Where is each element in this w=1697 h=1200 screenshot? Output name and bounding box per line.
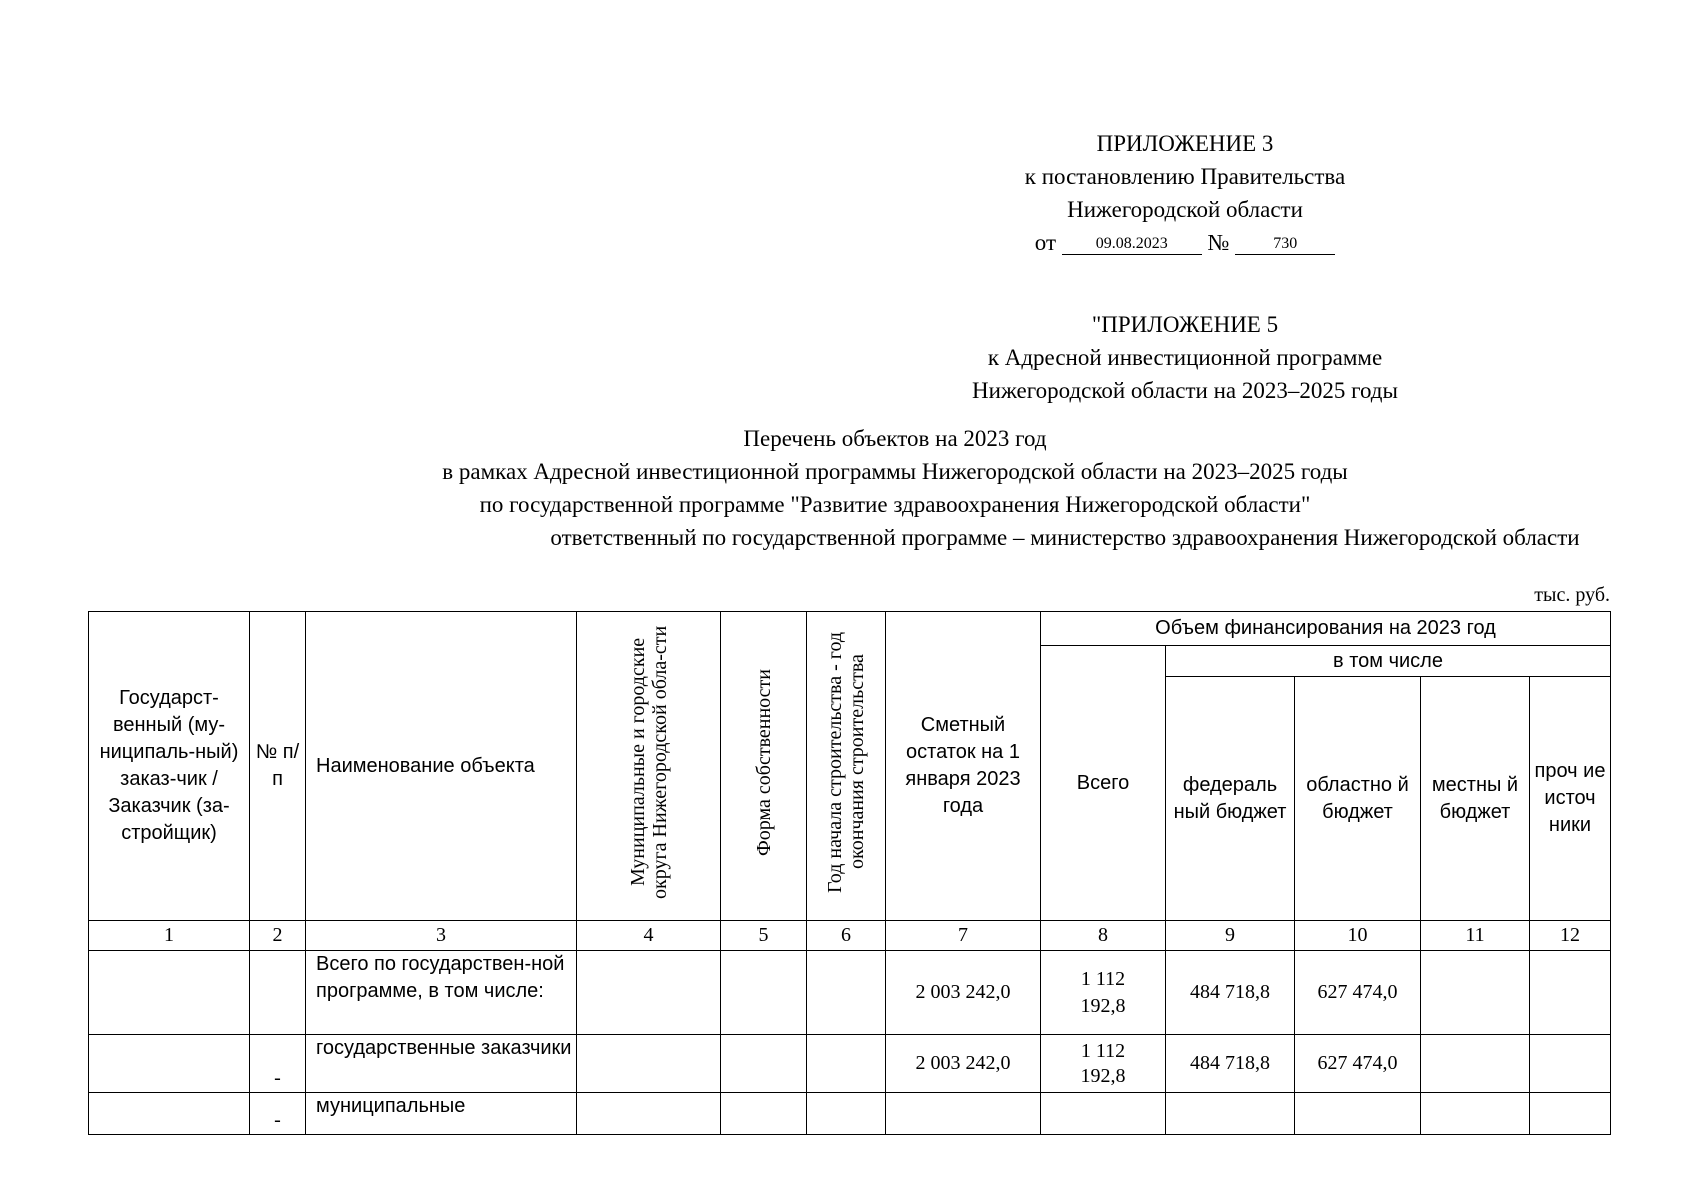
cell-districts [577, 1093, 721, 1135]
cell-years [807, 1093, 886, 1135]
cell-no: - [250, 1093, 306, 1135]
units-label: тыс. руб. [1534, 584, 1610, 606]
header-name: Наименование объекта [306, 612, 577, 921]
appendix-5-line-2: Нижегородской области на 2023–2025 годы [972, 378, 1398, 403]
cell-name: Всего по государствен-ной программе, в том числе: [306, 951, 577, 1035]
cell-total: 1 112 192,8 [1041, 951, 1166, 1035]
title-line-2: в рамках Адресной инвестиционной программы Нижегородской области на 2023–2025 годы [442, 459, 1348, 484]
cell-regional [1295, 1093, 1421, 1135]
header-local: местны й бюджет [1421, 677, 1530, 921]
header-districts-text: Муниципальные и городские округа Нижегородской обла-сти [626, 625, 671, 899]
column-number: 6 [807, 921, 886, 951]
header-including: в том числе [1166, 646, 1611, 677]
date-prefix: от [1034, 230, 1057, 255]
column-numbers-row [89, 921, 1611, 951]
cell-federal [1166, 1093, 1295, 1135]
cell-total [1041, 1093, 1166, 1135]
header-no: № п/п [250, 612, 306, 921]
cell-federal: 484 718,8 [1166, 1035, 1295, 1093]
cell-estimate [886, 1093, 1041, 1135]
header-other: проч ие источ ники [1530, 677, 1611, 921]
column-number: 3 [306, 921, 577, 951]
column-number: 11 [1421, 921, 1530, 951]
appendix-3-title: ПРИЛОЖЕНИЕ 3 [1096, 131, 1274, 156]
cell-other [1530, 951, 1611, 1035]
cell-districts [577, 951, 721, 1035]
cell-ownership [721, 951, 807, 1035]
cell-ownership [721, 1093, 807, 1135]
header-customer: Государст-венный (му-ниципаль-ный) заказ-чик / Заказчик (за-стройщик) [89, 612, 250, 921]
cell-other [1530, 1035, 1611, 1093]
cell-estimate: 2 003 242,0 [886, 1035, 1041, 1093]
cell-customer [89, 1093, 250, 1135]
header-years [807, 612, 886, 921]
column-number: 12 [1530, 921, 1611, 951]
cell-name: муниципальные [306, 1093, 577, 1135]
cell-local [1421, 1093, 1530, 1135]
table-row [89, 1035, 1611, 1093]
cell-customer [89, 951, 250, 1035]
column-number: 10 [1295, 921, 1421, 951]
appendix-3-header [960, 127, 1410, 259]
cell-name: государственные заказчики [306, 1035, 577, 1093]
objects-table [88, 611, 1611, 1135]
cell-other [1530, 1093, 1611, 1135]
appendix-5-line-1: к Адресной инвестиционной программе [987, 345, 1383, 370]
column-number: 7 [886, 921, 1041, 951]
appendix-5-header [890, 308, 1480, 407]
column-number: 5 [721, 921, 807, 951]
document-title [260, 422, 1660, 554]
cell-no: - [250, 1035, 306, 1093]
cell-customer [89, 1035, 250, 1093]
column-number: 4 [577, 921, 721, 951]
header-regional: областно й бюджет [1295, 677, 1421, 921]
header-estimate: Сметный остаток на 1 января 2023 года [886, 612, 1041, 921]
header-years-text: Год начала строительства - год окончания строительства [824, 631, 868, 893]
cell-years [807, 951, 886, 1035]
appendix-5-title: "ПРИЛОЖЕНИЕ 5 [1091, 312, 1279, 337]
cell-districts [577, 1035, 721, 1093]
appendix-3-line-1: к постановлению Правительства [1024, 164, 1346, 189]
appendix-3-date-line [1035, 226, 1335, 259]
cell-ownership [721, 1035, 807, 1093]
resolution-number: 730 [1235, 234, 1335, 255]
number-sign: № [1207, 230, 1230, 255]
cell-federal: 484 718,8 [1166, 951, 1295, 1035]
cell-no [250, 951, 306, 1035]
column-number: 2 [250, 921, 306, 951]
column-number: 1 [89, 921, 250, 951]
table-row [89, 951, 1611, 1035]
title-line-1: Перечень объектов на 2023 год [743, 426, 1047, 451]
cell-years [807, 1035, 886, 1093]
cell-regional: 627 474,0 [1295, 1035, 1421, 1093]
header-federal: федераль ный бюджет [1166, 677, 1295, 921]
title-line-3: по государственной программе "Развитие здравоохранения Нижегородской области" [479, 492, 1311, 517]
header-funding: Объем финансирования на 2023 год [1041, 612, 1611, 646]
resolution-date: 09.08.2023 [1062, 234, 1202, 255]
appendix-3-line-2: Нижегородской области [1067, 197, 1303, 222]
cell-estimate: 2 003 242,0 [886, 951, 1041, 1035]
header-total: Всего [1041, 646, 1166, 921]
column-number: 9 [1166, 921, 1295, 951]
cell-regional: 627 474,0 [1295, 951, 1421, 1035]
cell-total: 1 112 192,8 [1041, 1035, 1166, 1093]
cell-local [1421, 1035, 1530, 1093]
header-ownership-text: Форма собственности [752, 668, 775, 856]
header-row-1 [89, 612, 1611, 646]
column-number: 8 [1041, 921, 1166, 951]
table-row [89, 1093, 1611, 1135]
title-line-4: ответственный по государственной программе – министерство здравоохранения Нижегородской области [550, 525, 1580, 550]
header-districts [577, 612, 721, 921]
cell-local [1421, 951, 1530, 1035]
header-ownership [721, 612, 807, 921]
